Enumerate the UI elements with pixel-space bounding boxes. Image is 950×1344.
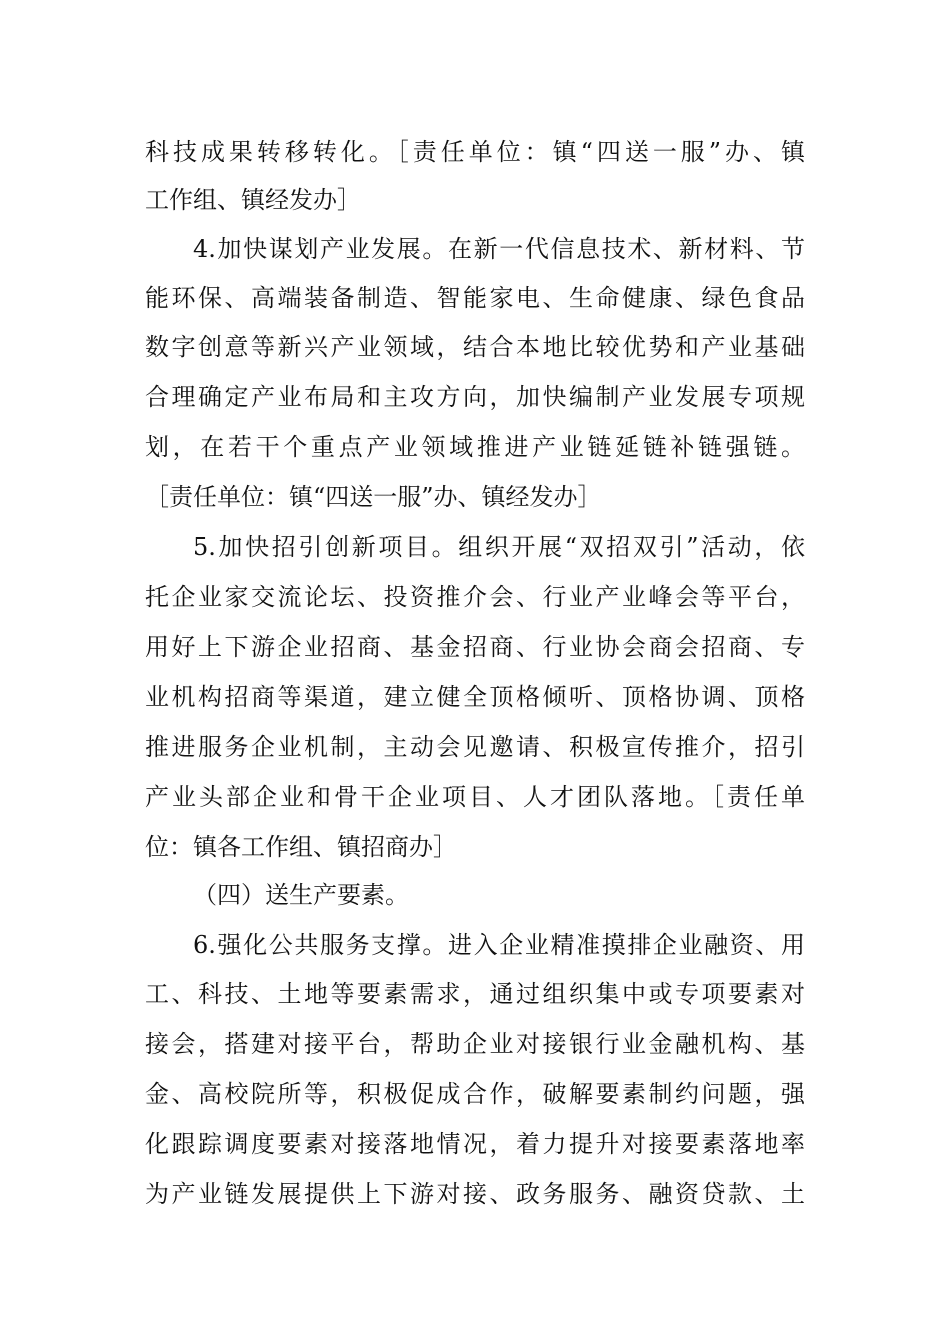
text-line: 合理确定产业布局和主攻方向，加快编制产业发展专项规 bbox=[145, 383, 805, 411]
text-line: 为产业链发展提供上下游对接、政务服务、融资贷款、土 bbox=[145, 1180, 805, 1208]
text-line: （四）送生产要素。 bbox=[193, 881, 409, 909]
text-line: 业机构招商等渠道，建立健全顶格倾听、顶格协调、顶格 bbox=[145, 683, 805, 711]
text-line: 科技成果转移转化。［责任单位：镇“四送一服”办、镇 bbox=[145, 138, 805, 166]
text-line: 用好上下游企业招商、基金招商、行业协会商会招商、专 bbox=[145, 633, 805, 661]
text-line: 金、高校院所等，积极促成合作，破解要素制约问题，强 bbox=[145, 1080, 805, 1108]
text-line: 推进服务企业机制，主动会见邀请、积极宣传推介，招引 bbox=[145, 733, 805, 761]
text-line: ［责任单位：镇“四送一服”办、镇经发办］ bbox=[145, 483, 602, 511]
text-line: 数字创意等新兴产业领域，结合本地比较优势和产业基础 bbox=[145, 333, 805, 361]
text-line: 4.加快谋划产业发展。在新一代信息技术、新材料、节 bbox=[193, 235, 805, 263]
text-line: 工、科技、土地等要素需求，通过组织集中或专项要素对 bbox=[145, 980, 805, 1008]
text-line: 产业头部企业和骨干企业项目、人才团队落地。［责任单 bbox=[145, 783, 805, 811]
text-line: 6.强化公共服务支撑。进入企业精准摸排企业融资、用 bbox=[193, 931, 805, 959]
text-line: 接会，搭建对接平台，帮助企业对接银行业金融机构、基 bbox=[145, 1030, 805, 1058]
text-line: 工作组、镇经发办］ bbox=[145, 186, 361, 214]
text-line: 5.加快招引创新项目。组织开展“双招双引”活动，依 bbox=[193, 533, 805, 561]
text-line: 能环保、高端装备制造、智能家电、生命健康、绿色食品 bbox=[145, 284, 805, 312]
text-line: 托企业家交流论坛、投资推介会、行业产业峰会等平台， bbox=[145, 583, 805, 611]
text-line: 位：镇各工作组、镇招商办］ bbox=[145, 833, 457, 861]
text-line: 化跟踪调度要素对接落地情况，着力提升对接要素落地率 bbox=[145, 1130, 805, 1158]
text-line: 划，在若干个重点产业领域推进产业链延链补链强链。 bbox=[145, 433, 805, 461]
